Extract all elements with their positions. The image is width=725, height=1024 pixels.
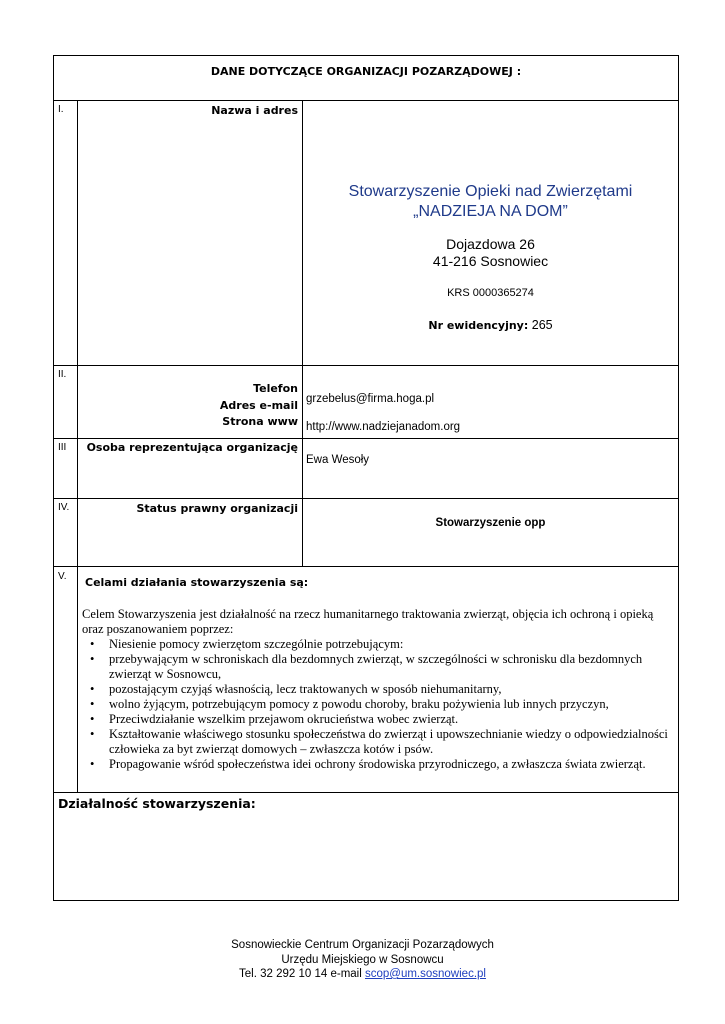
- goals-intro: Celem Stowarzyszenia jest działalność na rzecz humanitarnego traktowania zwierząt, objęcia ich ochroną i opieką oraz poszanowaniem poprzez:: [82, 607, 654, 636]
- goal-item: • Przeciwdziałanie wszelkim przejawom okrucieństwa wobec zwierząt.: [90, 712, 459, 726]
- footer-email-link[interactable]: scop@um.sosnowiec.pl: [364, 968, 486, 980]
- footer-line3: [0, 967, 725, 982]
- footer-line1: Sosnowieckie Centrum Organizacji Pozarządowych: [231, 939, 494, 951]
- organization-name: [303, 182, 678, 222]
- goals-list: [82, 637, 672, 772]
- footer-phone: Tel. 32 292 10 14 e-mail: [239, 968, 365, 980]
- goal-item: • przebywającym w schroniskach dla bezdomnych zwierząt, w szczególności w schronisku dla bezdomnych zwierząt w Sosnowcu,: [90, 652, 643, 681]
- goal-item: • Kształtowanie właściwego stosunku społeczeństwa do zwierząt i upowszechnianie wiedzy o odpowiedzialności człowieka za byt zwierząt domowych – zwłaszcza kotów i psów.: [90, 727, 668, 756]
- goals-body: [82, 607, 672, 772]
- organization-address: [303, 236, 678, 270]
- goal-item: • Propagowanie wśród społeczeństwa idei ochrony środowiska przyrodniczego, a zwłaszcza świata zwierząt.: [90, 757, 646, 771]
- address-street: Dojazdowa 26: [446, 236, 535, 252]
- organization-name-line2: „NADZIEJA NA DOM”: [413, 203, 568, 220]
- bullet-icon: •: [90, 697, 95, 711]
- goal-item: • Niesienie pomocy zwierzętom szczególnie potrzebującym:: [90, 637, 404, 651]
- page-title: DANE DOTYCZĄCE ORGANIZACJI POZARZĄDOWEJ :: [210, 65, 522, 78]
- goal-item: • pozostającym czyjąś własnością, lecz traktowanych w sposób niehumanitarny,: [90, 682, 502, 696]
- activity-heading: Działalność stowarzyszenia:: [58, 796, 256, 811]
- section-number-2: II.: [58, 369, 67, 380]
- website-value[interactable]: http://www.nadziejanadom.org: [306, 421, 461, 433]
- bullet-icon: •: [90, 652, 95, 666]
- footer-line2: Urzędu Miejskiego w Sosnowcu: [281, 953, 444, 966]
- section-number-3: III: [58, 442, 67, 453]
- representative-value: Ewa Wesoły: [306, 454, 370, 466]
- goals-heading: Celami działania stowarzyszenia są:: [85, 576, 309, 589]
- label-name-address: Nazwa i adres: [211, 104, 298, 117]
- organization-name-line1: Stowarzyszenie Opieki nad Zwierzętami: [348, 183, 633, 200]
- krs-number: KRS 0000365274: [447, 287, 534, 299]
- section-number-4: IV.: [58, 502, 70, 513]
- bullet-icon: •: [90, 682, 95, 696]
- label-legal-status: Status prawny organizacji: [136, 502, 298, 515]
- legal-status-value: Stowarzyszenie opp: [435, 517, 546, 529]
- address-city: 41-216 Sosnowiec: [432, 253, 549, 269]
- label-representative: Osoba reprezentująca organizację: [86, 441, 298, 454]
- goal-item: • wolno żyjącym, potrzebującym pomocy z powodu choroby, braku pożywienia lub innych przyczyn,: [90, 697, 609, 711]
- label-email: Adres e-mail: [219, 398, 298, 412]
- registry-number: [303, 318, 678, 332]
- bullet-icon: •: [90, 727, 95, 741]
- bullet-icon: •: [90, 637, 95, 651]
- section-number-5: V.: [58, 571, 67, 582]
- email-value[interactable]: grzebelus@firma.hoga.pl: [306, 393, 435, 405]
- bullet-icon: •: [90, 757, 95, 771]
- registry-value: 265: [528, 318, 553, 332]
- label-www: Strona www: [222, 415, 298, 428]
- label-phone: Telefon: [253, 382, 298, 395]
- contact-labels: [78, 381, 298, 431]
- footer: [0, 938, 725, 982]
- registry-label: Nr ewidencyjny:: [428, 319, 529, 332]
- bullet-icon: •: [90, 712, 95, 726]
- section-number-1: I.: [58, 104, 64, 115]
